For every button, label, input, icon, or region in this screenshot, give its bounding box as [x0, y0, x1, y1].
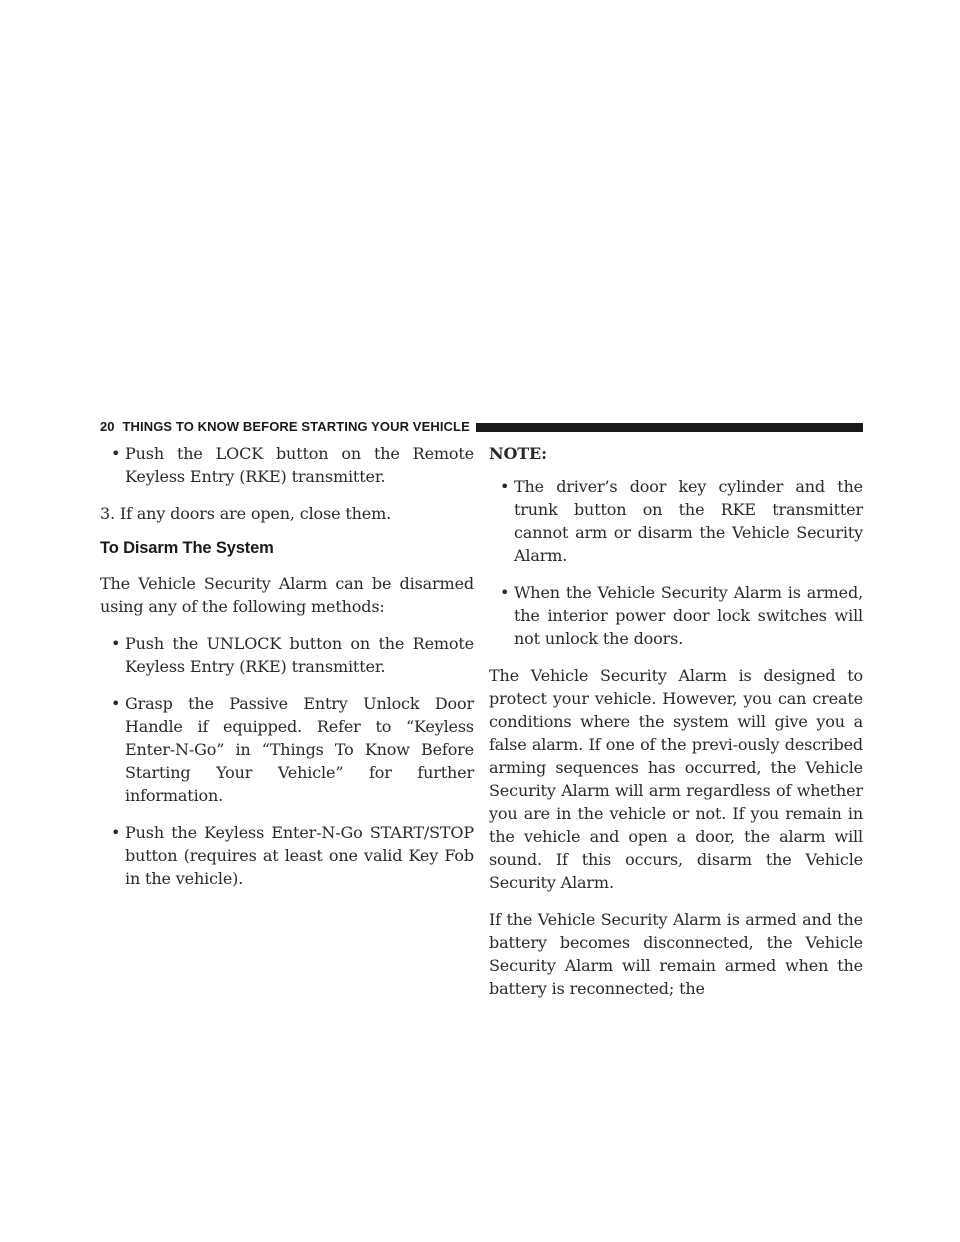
bullet-dot: •: [500, 583, 510, 602]
note-label: NOTE:: [489, 444, 547, 463]
bullet-text: When the Vehicle Security Alarm is armed, the interior power door lock switches will not unlock the doors.: [514, 583, 863, 648]
bullet-text: The driver’s door key cylinder and the trunk button on the RKE transmitter cannot arm or disarm the Vehicle Security Alarm.: [514, 477, 863, 565]
bullet-dot: •: [111, 694, 121, 713]
disarm-intro-paragraph: The Vehicle Security Alarm can be disarmed using any of the following methods:: [100, 574, 474, 616]
paragraph-false-alarm: The Vehicle Security Alarm is designed to protect your vehicle. However, you can create conditions where the system will give you a false alarm. If one of the previ-ously described arming sequences has occurred, the Vehicle Security Alarm will arm regardless of whether you are in the vehicle or not. If you remain in the vehicle and open a door, the alarm will sound. If this occurs, disarm the Vehicle Security Alarm.: [489, 666, 863, 892]
bullet-dot: •: [500, 477, 510, 496]
page-number: 20: [100, 419, 115, 434]
bullet-item-start-stop: [100, 821, 474, 890]
bullet-dot: •: [111, 823, 121, 842]
page-header: [100, 421, 863, 433]
note-bullet-door-lock-switches: [489, 581, 863, 650]
left-column: [100, 442, 474, 904]
header-rule: [476, 423, 863, 432]
section-heading-disarm: To Disarm The System: [100, 539, 274, 557]
bullet-text: Grasp the Passive Entry Unlock Door Handle if equipped. Refer to “Keyless Enter-N-Go” in “Things To Know Before Starting Your Vehicle” for further information.: [125, 694, 474, 805]
bullet-item-unlock: [100, 632, 474, 678]
numbered-step-3: 3. If any doors are open, close them.: [100, 504, 392, 523]
right-column: [489, 442, 863, 1014]
bullet-text: Push the UNLOCK button on the Remote Keyless Entry (RKE) transmitter.: [125, 634, 474, 676]
bullet-dot: •: [111, 634, 121, 653]
bullet-dot: •: [111, 444, 121, 463]
bullet-item-passive-entry: [100, 692, 474, 807]
bullet-text: Push the LOCK button on the Remote Keyless Entry (RKE) transmitter.: [125, 444, 474, 486]
section-title: THINGS TO KNOW BEFORE STARTING YOUR VEHICLE: [122, 419, 470, 434]
bullet-text: Push the Keyless Enter-N-Go START/STOP button (requires at least one valid Key Fob in the vehicle).: [125, 823, 474, 888]
note-bullet-key-cylinder: [489, 475, 863, 567]
bullet-item-lock: [100, 442, 474, 488]
paragraph-battery: If the Vehicle Security Alarm is armed and the battery becomes disconnected, the Vehicle Security Alarm will remain armed when the battery is reconnected; the: [489, 910, 863, 998]
